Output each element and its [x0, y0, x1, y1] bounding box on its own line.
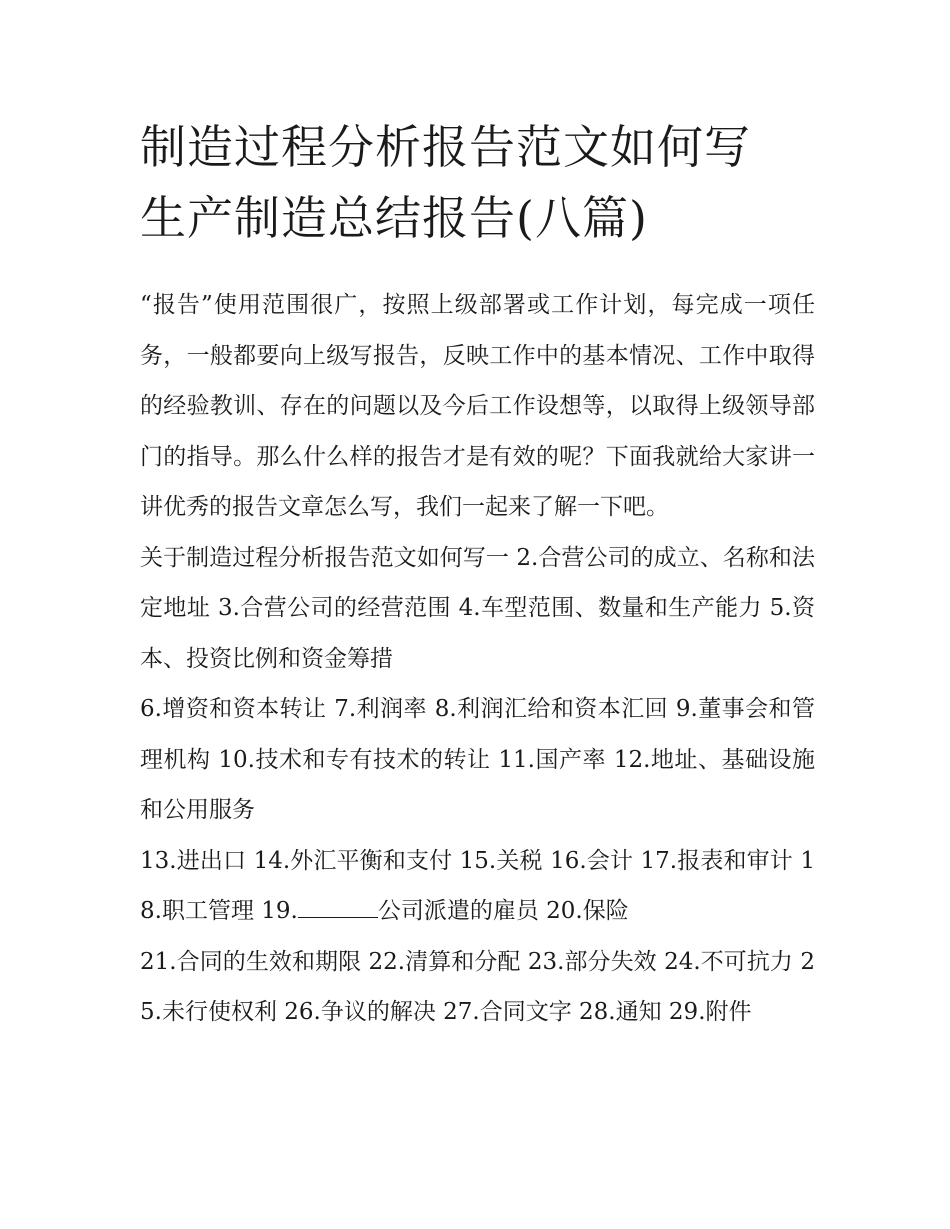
section-paragraph-3	[140, 836, 815, 937]
section-paragraph-1: 关于制造过程分析报告范文如何写一 2.合营公司的成立、名称和法定地址 3.合营公司的经营范围 4.车型范围、数量和生产能力 5.资本、投资比例和资金筹措	[140, 544, 815, 672]
title-line-2: 生产制造总结报告(八篇)	[140, 191, 648, 245]
document-title	[140, 112, 815, 254]
section-paragraph-2: 6.增资和资本转让 7.利润率 8.利润汇给和资本汇回 9.董事会和管理机构 10.技术和专有技术的转让 11.国产率 12.地址、基础设施和公用服务	[140, 696, 815, 823]
title-line-1: 制造过程分析报告范文如何写	[140, 120, 751, 174]
section-paragraph-4: 21.合同的生效和期限 22.清算和分配 23.部分失效 24.不可抗力 25.未行使权利 26.争议的解决 27.合同文字 28.通知 29.附件	[140, 948, 815, 1025]
section-3-text-after-blank: 公司派遣的雇员 20.保险	[377, 898, 629, 924]
intro-paragraph: “报告”使用范围很广，按照上级部署或工作计划，每完成一项任务，一般都要向上级写报告，反映工作中的基本情况、工作中取得的经验教训、存在的问题以及今后工作设想等，以取得上级领导部门的指导。那么什么样的报告才是有效的呢？下面我就给大家讲一讲优秀的报告文章怎么写，我们一起来了解一下吧。	[140, 292, 815, 520]
fill-in-blank	[298, 897, 378, 918]
document-page	[140, 112, 815, 1038]
section-3-text-before-blank: 13.进出口 14.外汇平衡和支付 15.关税 16.会计 17.报表和审计 18.职工管理 19.	[140, 847, 815, 924]
